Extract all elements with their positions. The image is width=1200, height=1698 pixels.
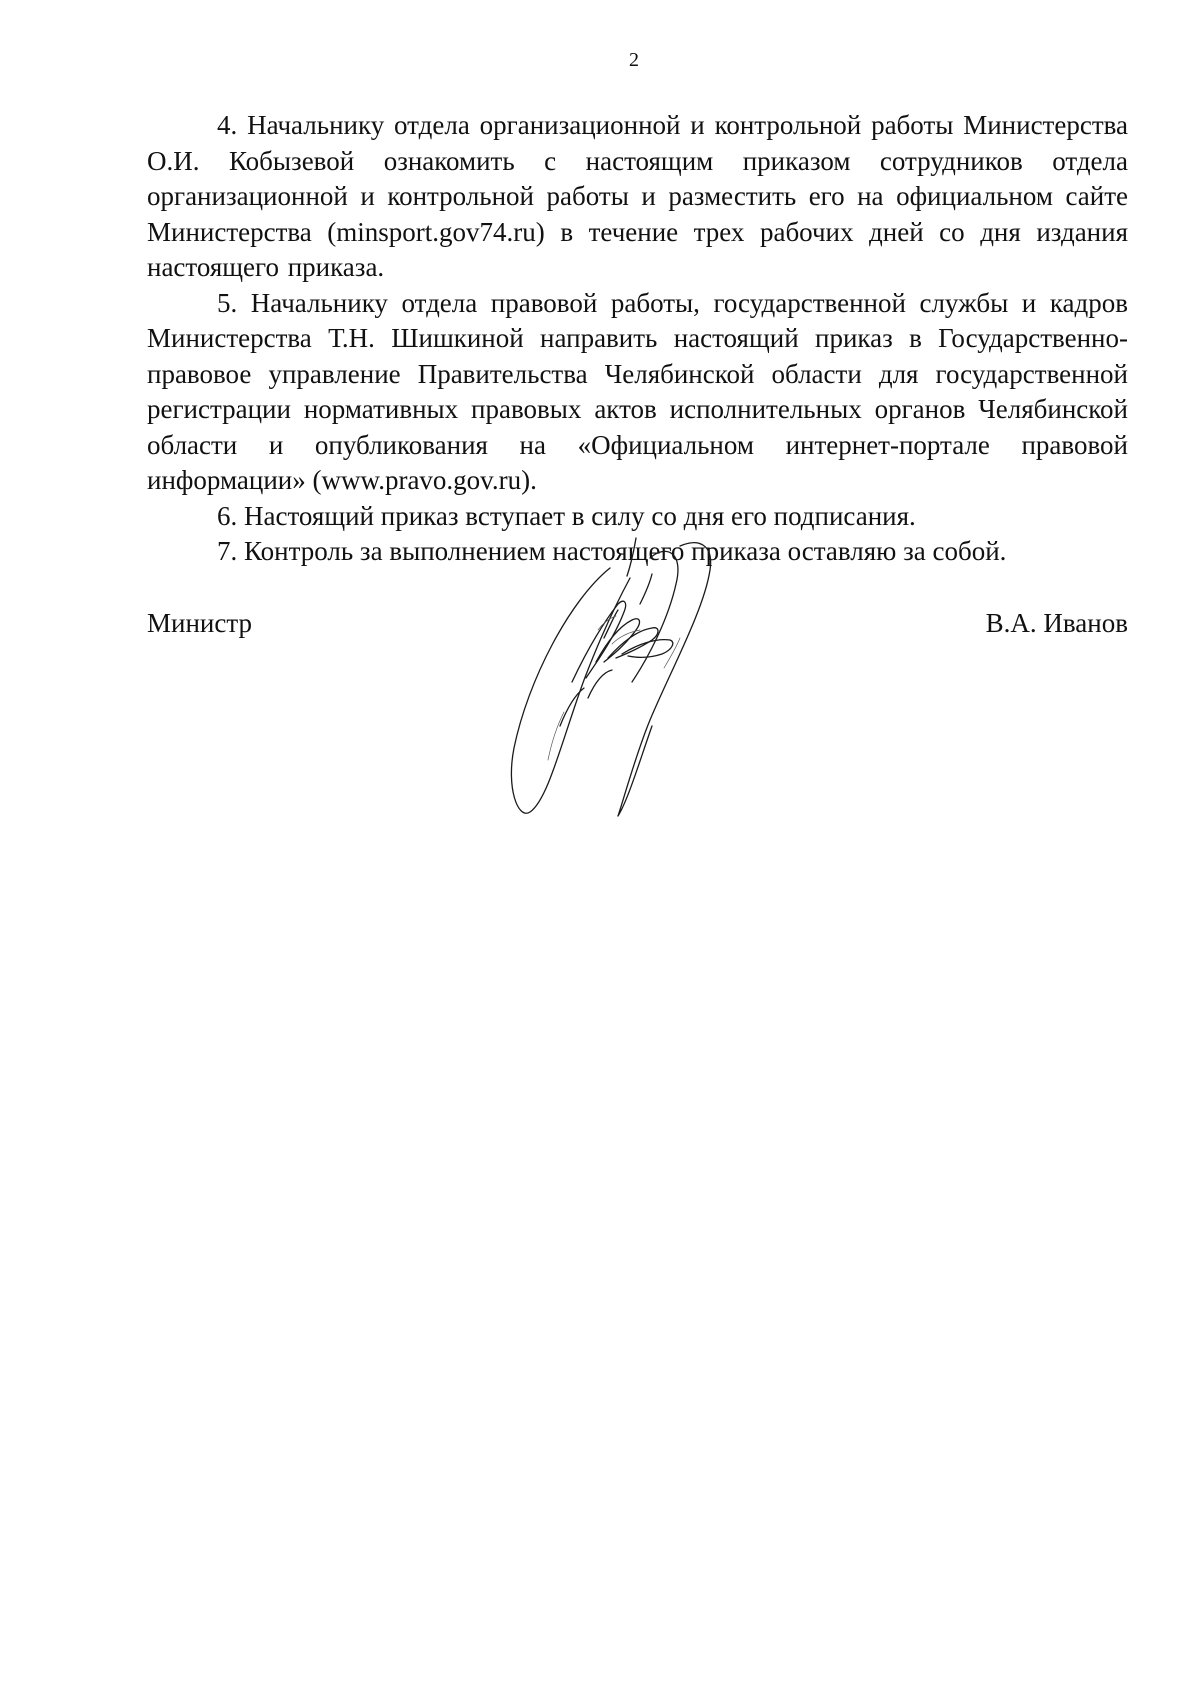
signer-title: Министр [147, 608, 252, 638]
handwritten-signature [500, 530, 760, 830]
paragraph-item-6: 6. Настоящий приказ вступает в силу со дня его подписания. [217, 500, 916, 531]
page-number: 2 [629, 49, 639, 71]
paragraph-item-5: 5. Начальнику отдела правовой работы, государственной службы и кадров Министерства Т.Н. Шишкиной направить настоящий приказ в Государственно-правовое управление Правительства Челябинской области для государственной регистрации нормативных правовых актов исполнительных органов Челябинской области и опубликования на «Официальном интернет-портале правовой информации» (www.pravo.gov.ru). [147, 287, 1128, 495]
signer-name: В.А. Иванов [985, 608, 1128, 638]
paragraph-item-7: 7. Контроль за выполнением настоящего приказа оставляю за собой. [217, 536, 1007, 566]
document-body [147, 108, 1128, 570]
paragraph-item-4: 4. Начальнику отдела организационной и контрольной работы Министерства О.И. Кобызевой ознакомить с настоящим приказом сотрудников отдела организационной и контрольной работы и разместить его на официальном сайте Министерства (minsport.gov74.ru) в течение трех рабочих дней со дня издания настоящего приказа. [147, 110, 1128, 282]
